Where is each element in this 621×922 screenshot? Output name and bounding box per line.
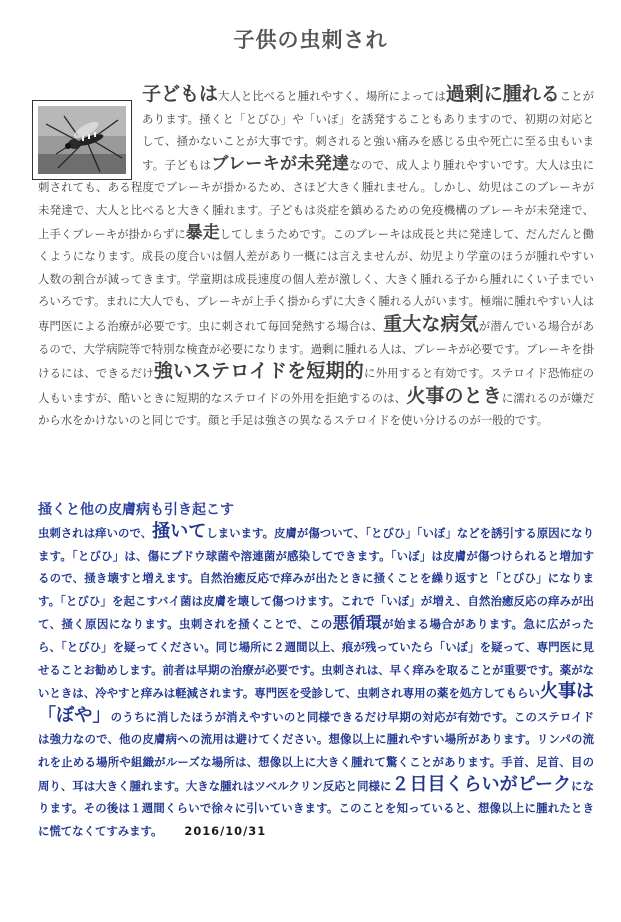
text: しまいます。皮膚が傷ついて、「とびひ」「いぼ」などを誘引する原因になります。「とびひ」は、傷にブドウ球菌や溶連菌が感染してできます。「いぼ」は皮膚が傷つけられると増加するので、掻き壊すと増えます。自然治癒反応で痒みが出たときに掻くことを繰り返すと「とびひ」になります。「とびひ」を起こすバイ菌は皮膚を壊して傷つけます。これで「いぼ」が増え、自然治癒反応の痒みが出て、掻く原因になります。虫刺されを掻くことで、この — [38, 526, 595, 632]
text: が始まる場合があります。急に広がったら、「とびひ」を疑ってください。同じ場所に２週間以上、痕が残っていたら「いぼ」を疑って、専門医に見せることお勧めします。前者は早期の治療が必要です。虫刺されは、早く痒みを取ることが重要です。薬がないときは、冷やすと痒みは軽減されます。専門医を受診して、虫刺され専用の薬を処方してもらい — [38, 617, 594, 701]
emphasis: 火事は「ぼや」 — [38, 681, 594, 726]
emphasis: 子どもは — [142, 83, 219, 105]
text: に外用すると有効です。ステロイド恐怖症の人もいますが、酷いときに短期的なステロイドの外用を拒絶するのは、 — [38, 366, 594, 405]
emphasis: 強いステロイドを短期的 — [153, 360, 364, 383]
photo-spacer — [38, 83, 142, 175]
emphasis: 悪循環 — [332, 613, 383, 633]
section-heading: 掻くと他の皮膚病も引き起こす — [38, 502, 234, 518]
scratch-paragraph — [38, 521, 594, 842]
text: が潜んでいる場合があるので、大学病院等で特別な検査が必要になります。過剰に腫れる人は、ブレーキが必要です。ブレーキを掛けるには、できるだけ — [38, 318, 594, 381]
emphasis: ブレーキが未発達 — [211, 153, 350, 174]
text: ことがあります。掻くと「とびひ」や「いぼ」を誘発することもありますので、初期の対応として、掻かないことが大事です。刺されると強い痛みを感じる虫や死亡に至る虫もいます。子どもは — [142, 89, 594, 172]
document-date: 2016/10/31 — [184, 823, 267, 838]
emphasis: 過剰に腫れる — [445, 83, 560, 105]
text: に濡れるのが嫌だから水をかけないのと同じです。顔と手足は強さの異なるステロイドを使い分けるのが一般的です。 — [38, 390, 594, 428]
text: になります。その後は１週間くらいで徐々に引いていきます。このことを知っていると、想像以上に腫れたときに慌てなくてすみます。 — [38, 778, 594, 838]
intro-paragraph — [38, 83, 594, 432]
emphasis: 掻いて — [152, 521, 207, 542]
text: なので、成人より腫れやすいです。大人は虫に刺されても、ある程度でブレーキが掛かるため、さほど大きく腫れません。しかし、幼児はこのブレーキが未発達で、大人と比べると大きく腫れます。子どもは炎症を鎮めるための免疫機構のブレーキが未発達で、上手くブレーキが掛からずに — [38, 157, 594, 241]
emphasis: 暴走 — [185, 222, 220, 243]
text: のうちに消したほうが消えやすいのと同様できるだけ早期の対応が有効です。このステロイドは強力なので、他の皮膚病への流用は避けてください。想像以上に腫れやすい場所があります。リンパの流れを止める場所や組織がルーズな場所は、想像以上に大きく腫れて驚くことがあります。手首、足首、目の周り、耳は大きく腫れます。大きな腫れはツベルクリン反応と同様に — [38, 709, 595, 793]
emphasis: 火事のとき — [406, 384, 502, 407]
text: 虫刺されは痒いので、 — [38, 526, 153, 540]
text: してしまうためです。このブレーキは成長と共に発達して、だんだんと働くようになります。成長の度合いは個人差があり一概には言えませんが、幼児より学童のほうが腫れやすい人数の割合が減ってきます。学童期は成長速度の個人差が激しく、大きく腫れる子から腫れにくい子までいろいろです。まれに大人でも、ブレーキが上手く掛からずに大きく腫れる人がいます。極端に腫れやすい人は専門医による治療が必要です。虫に刺されて毎回発熱する場合は、 — [38, 226, 595, 333]
emphasis: ２日目くらいがピーク — [391, 773, 572, 795]
emphasis: 重大な病気 — [383, 312, 479, 335]
text: 大人と比べると腫れやすく、場所によっては — [218, 89, 446, 103]
page-title: 子供の虫刺され — [233, 28, 388, 52]
